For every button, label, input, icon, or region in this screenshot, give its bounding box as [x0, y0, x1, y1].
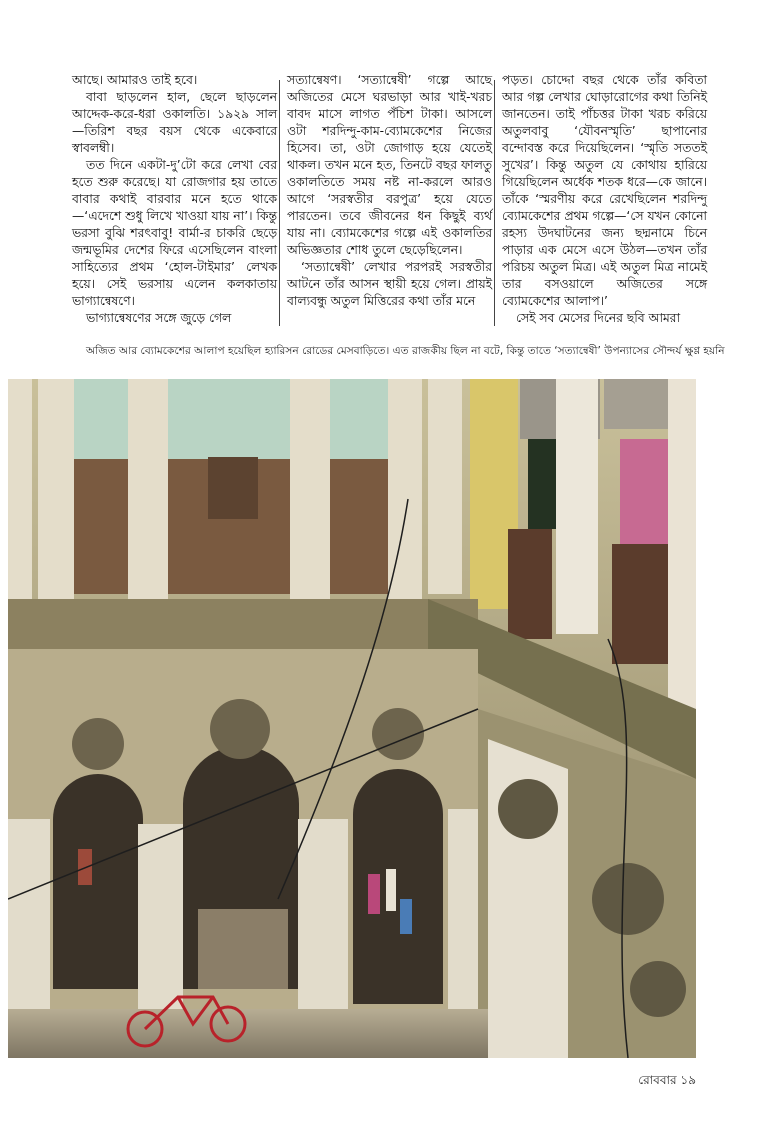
paragraph: সেই সব মেসের দিনের ছবি আমরা [516, 311, 681, 325]
text-column-3 [502, 72, 707, 327]
paragraph: ভাগ্যান্বেষণের সঙ্গে জুড়ে গেল [86, 311, 232, 325]
page-footer [638, 1072, 696, 1092]
magazine-name: রোববার [638, 1073, 677, 1087]
column-divider [494, 80, 495, 326]
paragraph: আছে। আমারও তাই হবে। [72, 73, 198, 87]
paragraph: ‘সত্যান্বেষী’ লেখার পরপরই সরস্বতীর আটনে তাঁর আসন স্থায়ী হয়ে গেল। প্রায়ই বাল্যবন্ধু অতুল মিত্তিরের কথা তাঁর মনে [287, 260, 492, 308]
photo-caption: অজিত আর ব্যোমকেশের আলাপ হয়েছিল হ্যারিসন রোডের মেসবাড়িতে। এত রাজকীয় ছিল না বটে, কিন্তু তাতে ‘সত্যান্বেষী’ উপন্যাসের সৌন্দর্য ক্ষুণ্ণ হয়নি [86, 345, 725, 357]
column-divider [279, 80, 280, 326]
text-column-1 [72, 72, 277, 327]
page-number: ১৯ [680, 1073, 696, 1087]
paragraph: বাবা ছাড়লেন হাল, ছেলে ছাড়লেন আদ্দেক-করে-ধরা ওকালতি। ১৯২৯ সাল—তিরিশ বছর বয়স থেকে একেবারে স্বাবলম্বী। [72, 90, 277, 155]
paragraph: তত দিনে একটা-দু’টো করে লেখা বের হতে শুরু করেছে। যা রোজগার হয় তাতে বাবার কথাই বারবার মনে হতে থাকে—‘এদেশে শুধু লিখে খাওয়া যায় না’। কিন্তু ভরসা বুঝি শরৎবাবু! বার্মা-র চাকরি ছেড়ে জন্মভূমির দেশের ফিরে এসেছিলেন বাংলা সাহিত্যের প্রথম ‘হোল-টাইমার’ লেখক হয়ে। সেই ভরসায় এলেন কলকাতায় ভাগ্যান্বেষণে। [72, 158, 278, 308]
paragraph: পড়ত। চোদ্দো বছর থেকে তাঁর কবিতা আর গল্প লেখার ঘোড়ারোগের কথা তিনিই জানতেন। তাই পাঁচত্তর টাকা খরচ করিয়ে অতুলবাবু ‘যৌবনস্মৃতি’ ছাপানোর বন্দোবস্ত করে দিয়েছিলেন। ‘স্মৃতি সততই সুখের’। কিন্তু অতুল যে কোথায় হারিয়ে গিয়েছিলেন অর্ধেক শতক ধরে—কে জানে। তাঁকে ‘স্মরণীয় করে রেখেছিলেন শরদিন্দু ব্যোমকেশের প্রথম গল্পে—‘সে যখন কোনো রহস্য উদঘাটনের জন্য ছদ্মনামে চিনে পাড়ার এক মেসে এসে উঠল—তখন তাঁর পরিচয় অতুল মিত্র। এই অতুল মিত্র নামেই তার বসওয়ালে অজিতের সঙ্গে ব্যোমকেশের আলাপ।’ [502, 73, 707, 308]
text-column-2 [287, 72, 492, 310]
paragraph: সত্যান্বেষণ। ‘সত্যান্বেষী’ গল্পে আছে অজিতের মেসে ঘরভাড়া আর খাই-খরচ বাবদ মাসে লাগত পঁচিশ টাকা। আসলে ওটা শরদিন্দু-কাম-ব্যোমকেশের নিজের হিসেব। তা, ওটা জোগাড় হয়ে যেতেই থাকল। তখন মনে হত, তিনটে বছর ফালতু ওকালতিতে সময় নষ্ট না-করলে আরও আগে ‘সরস্বতীর বরপুত্র’ হয়ে যেতে পারতেন। তবে জীবনের ধন কিছুই ব্যর্থ যায় না। ব্যোমকেশের গল্পে এই ওকালতির অভিজ্ঞতার শোধ তুলে ছেড়েছিলেন। [287, 73, 492, 257]
courtyard-photo [8, 379, 696, 1058]
